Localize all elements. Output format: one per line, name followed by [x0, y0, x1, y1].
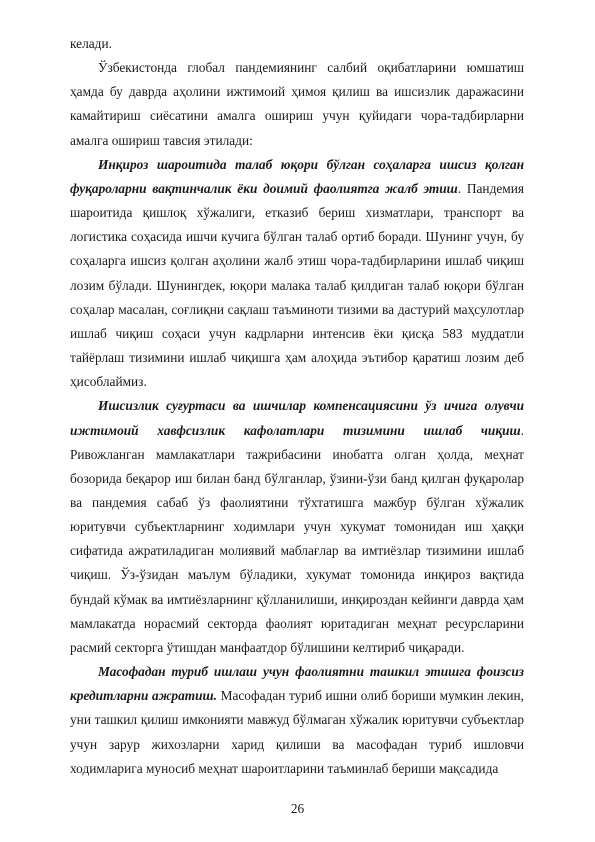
- paragraph-text: Ўзбекистонда глобал пандемиянинг салбий оқибатларини юмшатиш ҳамда бу даврда аҳолини ижтимоий ҳимоя қилиш ва ишсизлик даражасини камайтириш сиёсатини амалга ошириш учун қуйидаги чора-тадбирларни амалга ошириш тавсия этилади:: [70, 60, 524, 148]
- paragraph-heading: Инқироз шароитида талаб юқори бўлган соҳаларга ишсиз қолган фуқароларни вақтинчалик ёки доимий фаолиятга жалб этиш: [70, 156, 524, 196]
- document-body: [70, 32, 524, 781]
- page-number: 26: [290, 801, 305, 816]
- paragraph-recommendations-intro: [70, 56, 524, 153]
- paragraph-heading: Ишсизлик суғуртаси ва ишчилар компенсациясини ўз ичига олувчи ижтимоий хавфсизлик кафолатлари тизимини ишлаб чиқиш: [70, 398, 524, 438]
- continuation-line: келади.: [70, 36, 112, 51]
- paragraph-text: Масофадан туриб ишни олиб бориши мумкин лекин, уни ташкил қилиш имконияти мавжуд бўлмаган хўжалик юритувчи субъектлар учун зарур жихозларни харид қилиши ва масофадан туриб ишловчи ходимларига муносиб меҳнат шароитларини таъминлаб бериши мақсадида: [70, 688, 525, 776]
- paragraph-social-security: [70, 394, 524, 660]
- paragraph-text: . Пандемия шароитида қишлоқ хўжалиги, етказиб бериш хизматлари, транспорт ва логистика соҳасида ишчи кучига бўлган талаб ортиб боради. Шунинг учун, бу соҳаларга ишсиз қолган аҳолини жалб этиш чора-тадбирларини ишлаб чиқиш лозим бўлади. Шунингдек, юқори малака талаб қилдиган талаб юқори бўлган соҳалар масалан, соғлиқни сақлаш таъминоти тизими ва дастурий маҳсулотлар ишлаб чиқиш соҳаси учун кадрларни интенсив ёки қисқа 583 муддатли тайёрлаш тизимини ишлаб чиқишга ҳам алоҳида эътибор қаратиш лозим деб ҳисоблаймиз.: [70, 180, 524, 390]
- paragraph-heading: Масофадан туриб ишлаш учун фаолиятни ташкил этишга фоизсиз кредитларни ажратиш.: [70, 664, 524, 704]
- paragraph-text: . Ривожланган мамлакатлари тажрибасини инобатга олган ҳолда, меҳнат бозорида беқарор иш билан банд бўлганлар, ўзини-ўзи банд қилган фуқаролар ва пандемия сабаб ўз фаолиятини тўхтатишга мажбур бўлган хўжалик юритувчи субъектларнинг ходимлари учун хукумат томонидан иш ҳаққи сифатида ажратиладиган молиявий маблағлар ва имтиёзлар тизимини ишлаб чиқиш. Ўз-ўзидан маълум бўладики, хукумат томонида инқироз вақтида бундай кўмак ва имтиёзларнинг қўлланилиши, инқироздан кейинги даврда ҳам мамлакатда норасмий секторда фаолият юритадиган меҳнат ресурсларини расмий секторга ўтишдан манфаатдор бўлишини келтириб чиқаради.: [70, 422, 524, 655]
- paragraph-temporary-employment: [70, 153, 524, 395]
- paragraph-remote-work-credits: [70, 660, 524, 781]
